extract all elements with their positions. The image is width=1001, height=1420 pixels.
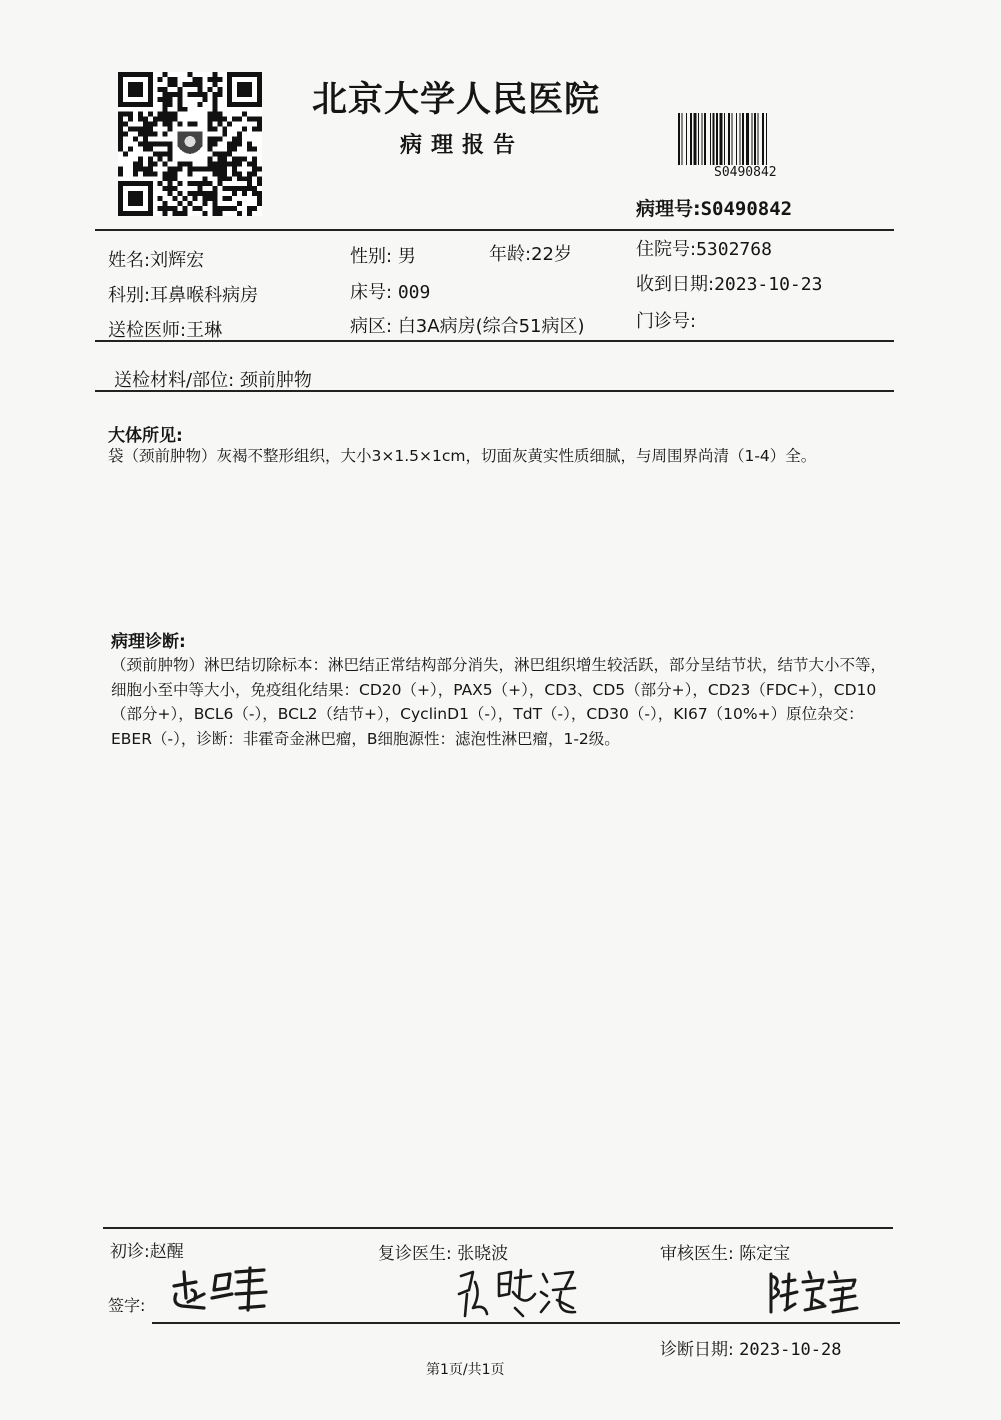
pathology-number-value: S0490842 [700,198,793,220]
received-date [636,270,822,296]
department [108,281,258,307]
initial-doctor: 赵醒 [149,1242,184,1262]
referring-doctor [108,316,222,342]
patient-gender [350,242,416,268]
inpatient-number [636,235,772,261]
ward-value: 白3A病房(综合51病区) [397,316,585,337]
inpatient-number-value: 5302768 [696,239,772,260]
patient-name [108,246,204,272]
gender-label: 性别: [350,246,393,267]
received-date-label: 收到日期: [636,274,715,295]
signature-label: 签字: [108,1296,146,1315]
diagnosis-heading: 病理诊断: [111,632,186,652]
initial-diagnosis [110,1237,184,1262]
gross-heading: 大体所见: [108,426,183,446]
pathology-number [636,194,792,221]
outpatient-number [636,307,696,333]
review-label: 复诊医生: [378,1244,452,1264]
age-label: 年龄: [489,244,532,265]
gross-description: 袋（颈前肿物）灰褐不整形组织，大小3×1.5×1cm，切面灰黄实性质细腻，与周围界尚清（1-4）全。 [108,447,817,465]
specimen [114,366,312,392]
review-doctor-name: 张晓波 [457,1244,509,1264]
diagnosis-date [660,1335,842,1360]
referring-doctor-value: 王琳 [186,320,223,341]
patient-name-value: 刘辉宏 [150,250,205,271]
pathology-number-label: 病理号: [636,198,701,220]
bed-number [350,278,430,304]
outpatient-number-label: 门诊号: [636,311,697,332]
patient-age [489,240,572,266]
received-date-value: 2023-10-23 [714,274,823,295]
age-value: 22岁 [531,244,572,265]
referring-doctor-label: 送检医师: [108,320,187,341]
department-value: 耳鼻喉科病房 [150,285,259,306]
initial-label: 初诊: [110,1242,150,1262]
hospital-name: 北京大学人民医院 [312,80,601,120]
barcode [678,113,823,165]
patient-name-label: 姓名: [108,250,151,271]
diagnosis-date-value: 2023-10-28 [739,1340,842,1360]
signature-1 [168,1264,272,1316]
audit-doctor [660,1239,790,1264]
department-label: 科别: [108,285,151,306]
ward-label: 病区: [350,316,393,337]
signature-2 [455,1264,579,1322]
ward [350,312,585,338]
header-divider [95,229,894,231]
bed-number-label: 床号: [350,282,393,303]
audit-doctor-name: 陈定宝 [739,1244,791,1264]
specimen-label: 送检材料/部位: [114,370,235,391]
report-title: 病理报告 [400,133,525,158]
signature-3 [765,1268,861,1316]
page-info: 第1页/共1页 [426,1362,505,1378]
hospital-emblem-icon [173,127,208,162]
audit-label: 审核医生: [660,1244,734,1264]
gender-value: 男 [397,246,416,267]
qr-code [118,72,262,216]
signature-divider [152,1322,900,1324]
barcode-number: S0490842 [714,165,777,180]
bed-number-value: 009 [397,282,431,303]
inpatient-number-label: 住院号: [636,239,697,260]
diagnosis-text: （颈前肿物）淋巴结切除标本：淋巴结正常结构部分消失，淋巴组织增生较活跃，部分呈结节状，结节大小不等，细胞小至中等大小，免疫组化结果：CD20（+），PAX5（+），CD3、CD5（部分+），CD23（FDC+），CD10（部分+），BCL6（-），BCL2（结节+），CyclinD1（-），TdT（-），CD30（-），KI67（10%+）原位杂交：EBER（-），诊断：非霍奇金淋巴瘤，B细胞源性：滤泡性淋巴瘤，1-2级。 [111,656,887,748]
review-doctor [378,1239,508,1264]
specimen-value: 颈前肿物 [239,370,312,391]
diagnosis-date-label: 诊断日期: [660,1340,734,1360]
footer-divider [103,1227,893,1229]
